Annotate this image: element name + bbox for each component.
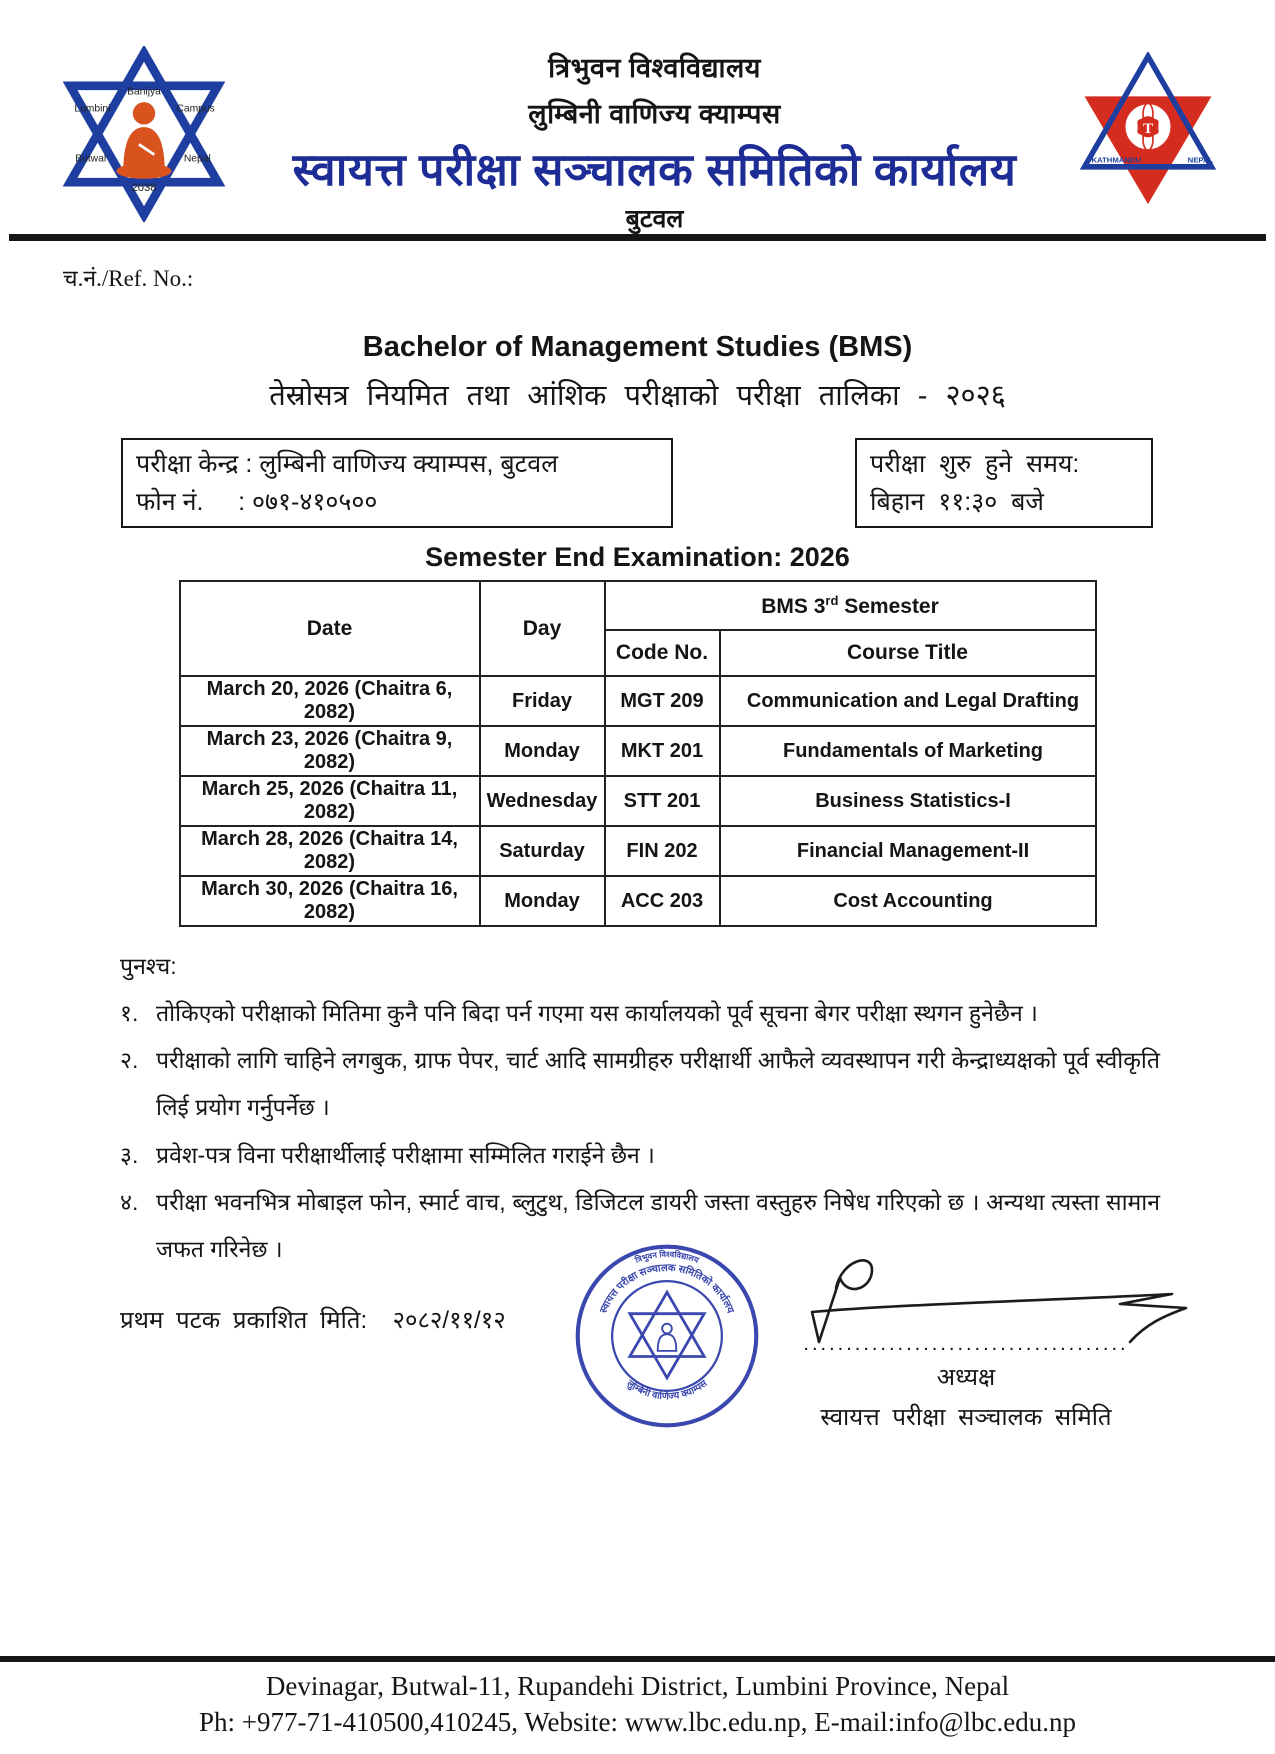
- cell-course: Fundamentals of Marketing: [720, 726, 1096, 776]
- footer-contact: Ph: +977-71-410500,410245, Website: www.lbc.edu.np, E-mail:info@lbc.edu.np: [198, 1707, 1077, 1738]
- tu-kathmandu-label: KATHMANDU: [1091, 155, 1142, 165]
- note-text: तोकिएको परीक्षाको मितिमा कुनै पनि बिदा पर्न गएमा यस कार्यालयको पूर्व सूचना बेगर परीक्षा स्थगन हुनेछैन ।: [156, 1000, 1038, 1027]
- notes-section: [120, 943, 1160, 1273]
- table-row: [180, 826, 1096, 876]
- footer-divider: [0, 1656, 1275, 1662]
- stamp-office-text: स्वायत्त परीक्षा सञ्चालक समितिको कार्यालय: [598, 1262, 736, 1315]
- notes-heading: पुनश्च:: [120, 953, 177, 979]
- campus-name: लुम्बिनी वाणिज्य क्याम्पस: [528, 99, 781, 129]
- col-header-day: Day: [480, 581, 605, 676]
- table-caption: Semester End Examination: 2026: [425, 542, 850, 572]
- col-header-code: Code No.: [605, 630, 720, 676]
- university-name: त्रिभुवन विश्वविद्यालय: [548, 53, 761, 83]
- signatory-block: [776, 1334, 1156, 1433]
- cell-day: Monday: [480, 876, 605, 926]
- exam-center-box: [121, 438, 673, 528]
- cell-course: Business Statistics-I: [720, 776, 1096, 826]
- table-row: [180, 726, 1096, 776]
- logo-label-banijya: Banijya: [127, 86, 161, 98]
- logo-label-nepal: Nepal: [183, 153, 211, 165]
- footer-address: Devinagar, Butwal-11, Rupandehi District, Lumbini Province, Nepal: [265, 1671, 1010, 1701]
- ref-no-label: च.नं./Ref. No.:: [63, 266, 194, 291]
- letterhead: [0, 0, 1275, 233]
- semester-prefix: BMS 3: [761, 594, 826, 618]
- list-item: [120, 990, 1160, 1037]
- cell-course: Communication and Legal Drafting: [720, 676, 1096, 726]
- exam-center-line: परीक्षा केन्द्र : लुम्बिनी वाणिज्य क्याम्पस, बुटवल: [136, 450, 559, 478]
- tu-nepal-label: NEPAL: [1187, 155, 1214, 165]
- signatory-organization: स्वायत्त परीक्षा सञ्चालक समिति: [820, 1404, 1112, 1431]
- cell-code: MKT 201: [605, 726, 720, 776]
- logo-label-butwal: Butwal: [75, 153, 107, 165]
- office-name: स्वायत्त परीक्षा सञ्चालक समितिको कार्यालय: [292, 144, 1017, 195]
- cell-date: March 28, 2026 (Chaitra 14, 2082): [180, 826, 480, 876]
- list-item: [120, 1037, 1160, 1131]
- city-name: बुटवल: [625, 205, 684, 233]
- logo-label-campus: Campus: [176, 103, 215, 115]
- letterhead-text: [230, 46, 1079, 235]
- cell-code: STT 201: [605, 776, 720, 826]
- cell-course: Cost Accounting: [720, 876, 1096, 926]
- semester-suffix: Semester: [838, 594, 939, 618]
- note-number: ३.: [120, 1141, 139, 1168]
- title-block: [0, 331, 1275, 414]
- cell-date: March 25, 2026 (Chaitra 11, 2082): [180, 776, 480, 826]
- note-number: ४.: [120, 1188, 139, 1215]
- cell-course: Financial Management-II: [720, 826, 1096, 876]
- program-title: Bachelor of Management Studies (BMS): [362, 331, 913, 363]
- logo-label-lumbini: Lumbini: [74, 103, 111, 115]
- semester-ordinal: rd: [825, 592, 839, 608]
- exam-schedule-table: [179, 580, 1097, 927]
- note-text: परीक्षाको लागि चाहिने लगबुक, ग्राफ पेपर, चार्ट आदि सामग्रीहरु परीक्षार्थी आफैले व्यवस्थापन गरी केन्द्राध्यक्षको पूर्व स्वीकृति लिई प्रयोग गर्नुपर्नेछ ।: [156, 1047, 1160, 1121]
- cell-day: Wednesday: [480, 776, 605, 826]
- campus-logo-icon: [58, 46, 230, 222]
- cell-code: FIN 202: [605, 826, 720, 876]
- cell-day: Friday: [480, 676, 605, 726]
- col-header-date: Date: [180, 581, 480, 676]
- cell-date: March 20, 2026 (Chaitra 6, 2082): [180, 676, 480, 726]
- table-row: [180, 876, 1096, 926]
- first-published-date: प्रथम पटक प्रकाशित मिति: २०८२/११/१२: [120, 1306, 506, 1334]
- logo-label-year: 2038: [131, 181, 157, 194]
- cell-code: MGT 209: [605, 676, 720, 726]
- cell-day: Saturday: [480, 826, 605, 876]
- cell-date: March 23, 2026 (Chaitra 9, 2082): [180, 726, 480, 776]
- cell-day: Monday: [480, 726, 605, 776]
- header-divider: [9, 234, 1266, 241]
- cell-code: ACC 203: [605, 876, 720, 926]
- note-number: १.: [120, 1000, 139, 1027]
- col-header-semester: [605, 581, 1096, 630]
- table-row: [180, 776, 1096, 826]
- footer: [0, 1668, 1275, 1741]
- stamp-campus-text: लुम्बिनी वाणिज्य क्याम्पस: [624, 1378, 710, 1403]
- signatory-title: अध्यक्ष: [936, 1364, 996, 1391]
- exam-time-box: [855, 438, 1153, 528]
- office-seal-stamp-icon: [574, 1243, 760, 1429]
- col-header-course: Course Title: [720, 630, 1096, 676]
- exam-time-label: परीक्षा शुरु हुने समय:: [870, 450, 1080, 478]
- exam-time-value: बिहान ११:३० बजे: [870, 488, 1044, 516]
- signature-dotted-line: ......................................: [803, 1333, 1129, 1355]
- exam-schedule-title-np: तेस्रोसत्र नियमित तथा आंशिक परीक्षाको परीक्षा तालिका - २०२६: [269, 380, 1006, 412]
- tribhuvan-university-logo-icon: [1079, 52, 1217, 214]
- cell-date: March 30, 2026 (Chaitra 16, 2082): [180, 876, 480, 926]
- note-text: प्रवेश-पत्र विना परीक्षार्थीलाई परीक्षामा सम्मिलित गराईने छैन ।: [156, 1141, 655, 1168]
- list-item: [120, 1132, 1160, 1179]
- stamp-university-text: त्रिभुवन विश्वविद्यालय: [634, 1249, 701, 1265]
- tu-monogram: T: [1142, 120, 1154, 137]
- note-text: परीक्षा भवनभित्र मोबाइल फोन, स्मार्ट वाच, ब्लुटुथ, डिजिटल डायरी जस्ता वस्तुहरु निषेध गरिएको छ । अन्यथा त्यस्ता सामान जफत गरिनेछ ।: [156, 1188, 1160, 1262]
- phone-line: फोन नं. : ०७१-४१०५००: [136, 488, 378, 516]
- table-row: [180, 676, 1096, 726]
- info-boxes-row: [121, 438, 1153, 528]
- note-number: २.: [120, 1047, 139, 1074]
